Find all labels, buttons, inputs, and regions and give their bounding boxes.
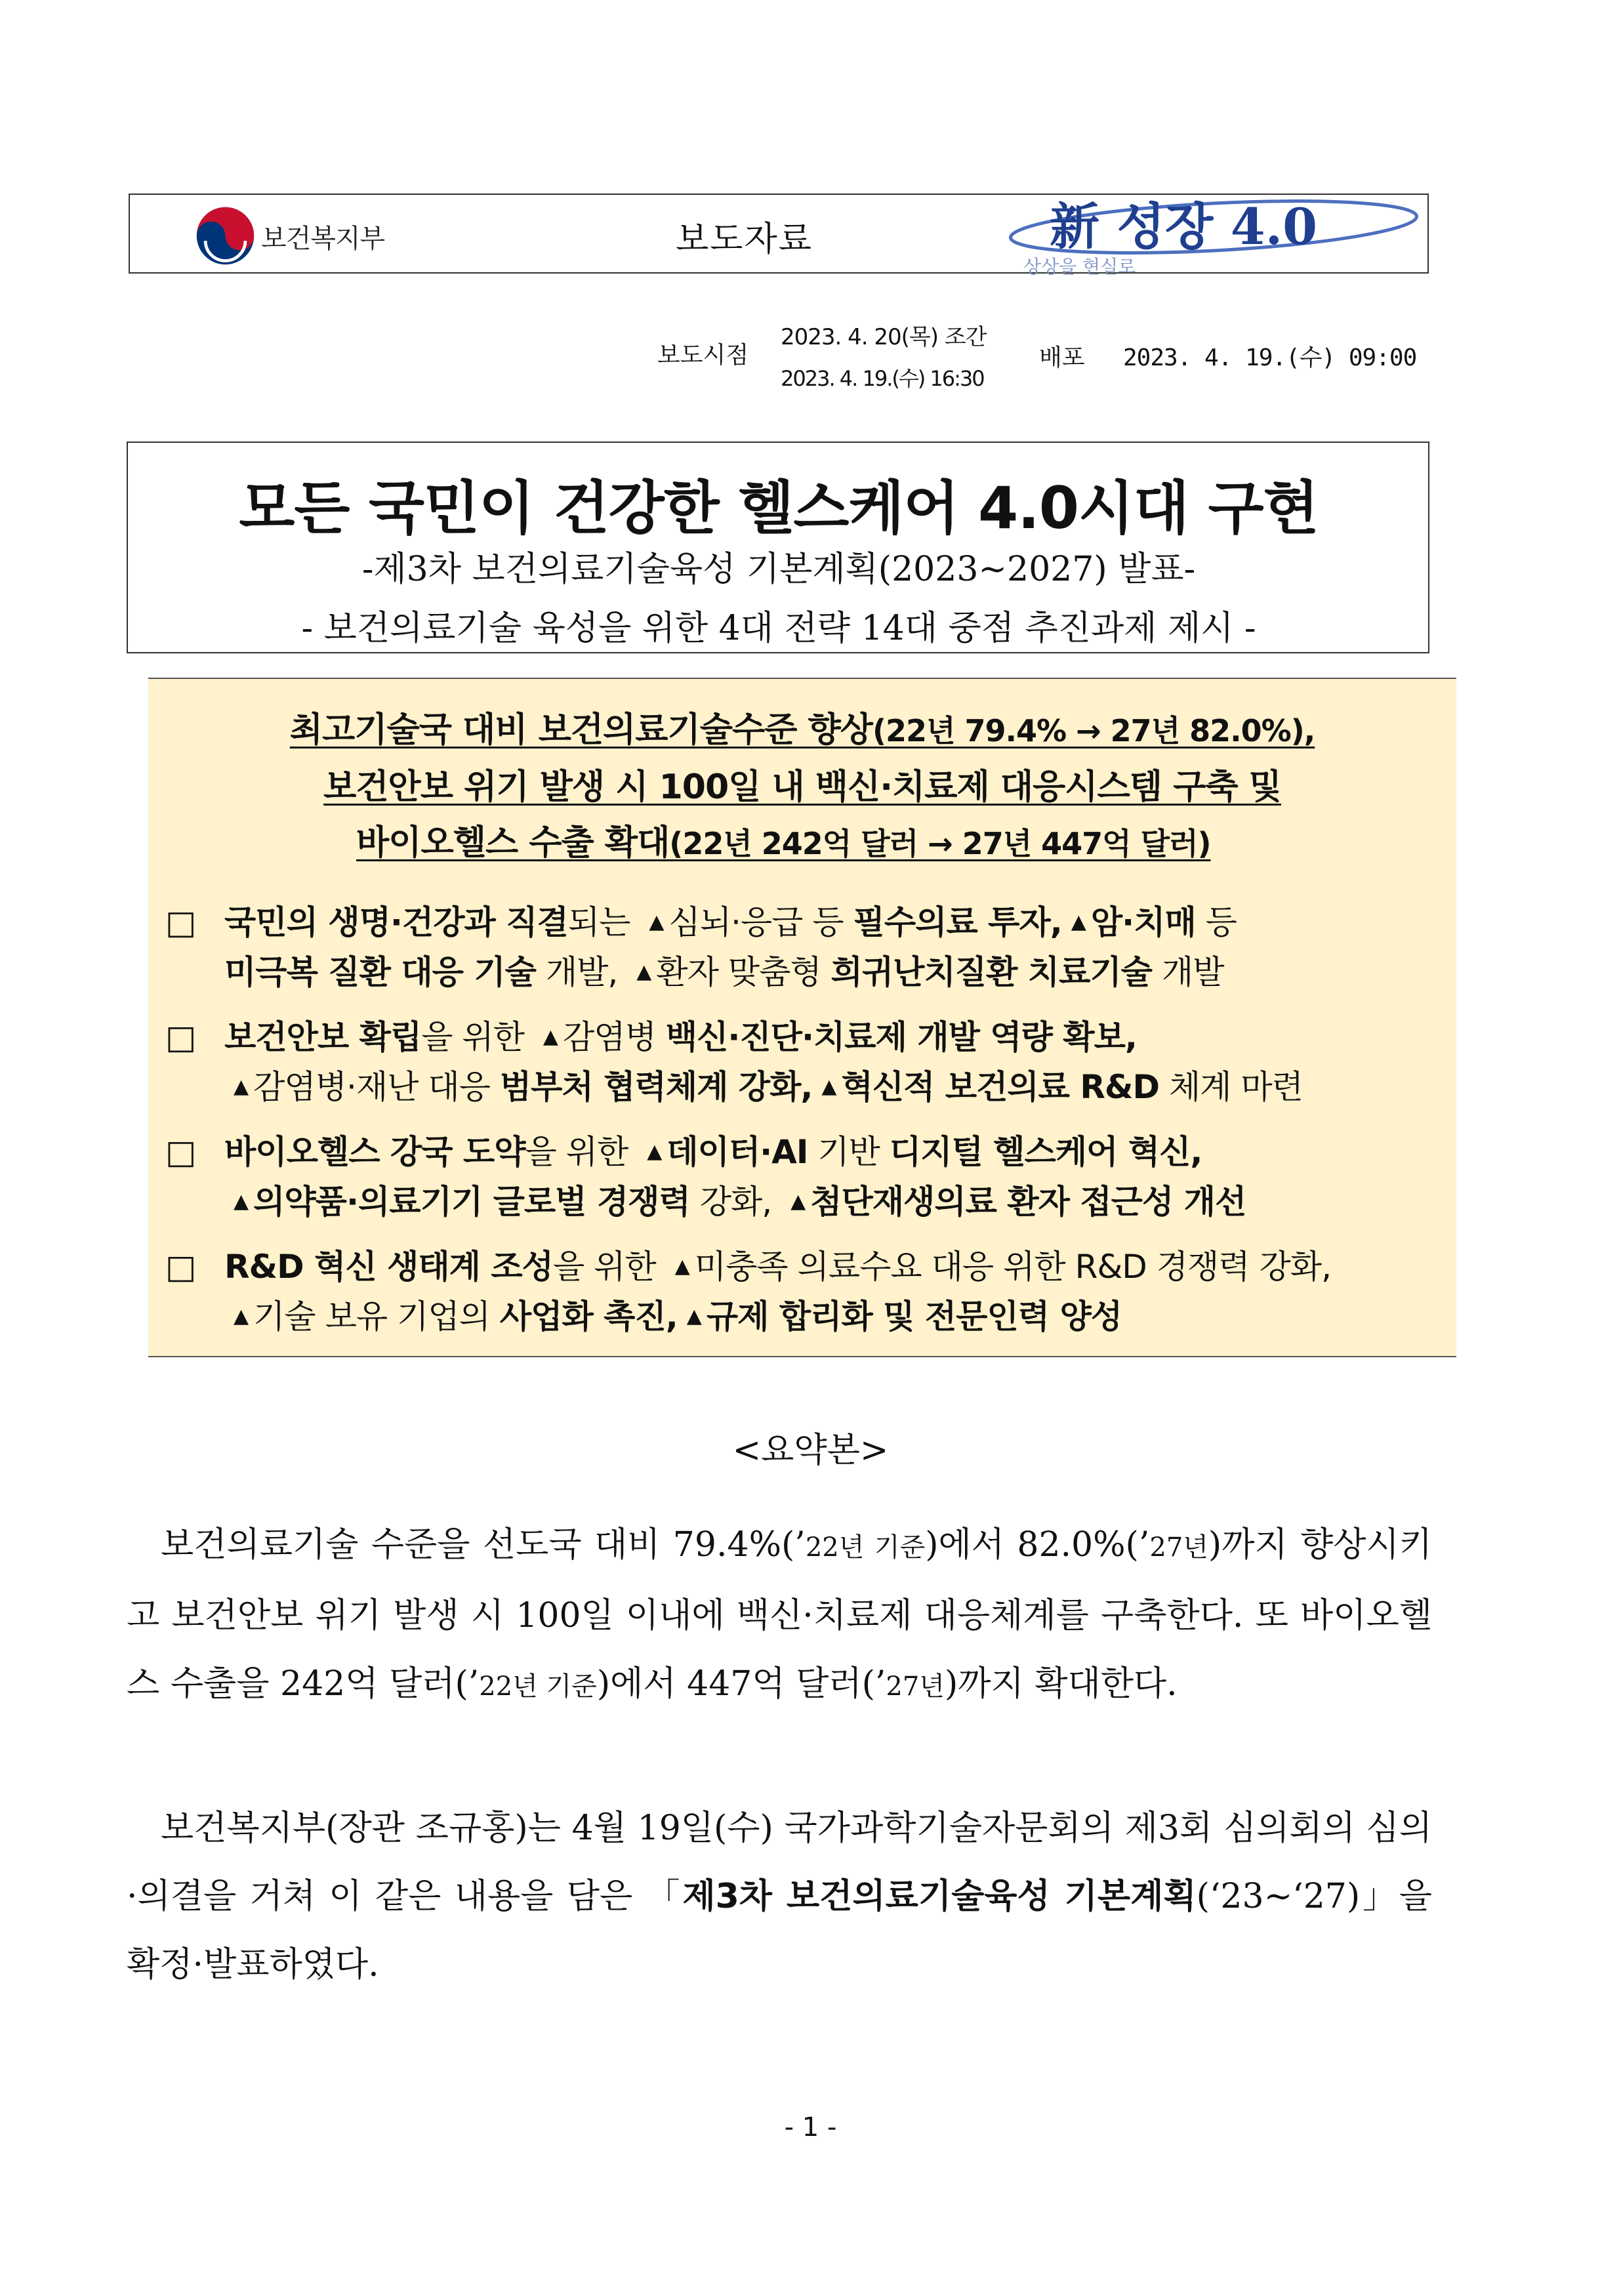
bullet-3-text: 의약품·의료기기 글로벌 경쟁력 xyxy=(253,1183,690,1221)
release-time-morning: 2023. 4. 20(목) 조간 xyxy=(781,324,987,350)
paragraph-text: 보건복지부(장관 조규홍)는 4월 19일(수) 국가과학기술자문회의 제3회 심의회의 심의·의결을 거쳐 이 같은 내용을 담은 「 xyxy=(127,1809,1432,1916)
triangle-icon: ▲ xyxy=(821,1075,836,1098)
bullet-1-text: 희귀난치질환 치료기술 xyxy=(831,953,1152,991)
ministry-name: 보건복지부 xyxy=(261,224,385,254)
bullet-4-text: 을 위한 xyxy=(552,1248,666,1286)
paragraph-text: 27년 xyxy=(886,1671,945,1702)
page-title: 모든 국민이 건강한 헬스케어 4.0시대 구현 xyxy=(239,474,1319,542)
bullet-2-text: 을 위한 xyxy=(421,1018,534,1056)
headline-tech-level: 최고기술국 대비 보건의료기술수준 향상 xyxy=(289,710,873,750)
triangle-icon: ▲ xyxy=(686,1305,701,1328)
bullet-1-text: 국민의 생명·건강과 직결 xyxy=(224,903,568,941)
distribution-time: 2023. 4. 19.(수) 09:00 xyxy=(1123,344,1417,371)
plan-name: 제3차 보건의료기술육성 기본계획 xyxy=(682,1877,1197,1916)
bullet-4-text: 사업화 촉진, xyxy=(499,1298,678,1336)
bullet-3-text: 기반 xyxy=(808,1133,890,1171)
bullet-1-text: 되는 xyxy=(567,903,640,941)
summary-headline-1 xyxy=(148,710,1456,750)
bullet-1-text: 개발, xyxy=(535,953,628,991)
bullet-4-text: R&D 혁신 생태계 조성 xyxy=(224,1248,553,1286)
release-label: 보도시점 xyxy=(657,342,749,369)
bullet-2-text: 감염병·재난 대응 xyxy=(253,1068,500,1106)
triangle-icon: ▲ xyxy=(234,1305,249,1328)
bullet-1-text: 심뇌·응급 등 xyxy=(668,903,853,941)
bullet-2-text: 감염병 xyxy=(562,1018,666,1056)
triangle-icon: ▲ xyxy=(647,1140,662,1163)
checkbox-symbol: □ xyxy=(165,1018,196,1056)
bullet-3-text: 바이오헬스 강국 도약 xyxy=(224,1133,525,1171)
body-paragraph-1 xyxy=(127,1511,1432,1721)
strategy-bullet-2 xyxy=(165,1012,1451,1112)
bullet-3-text: 디지털 헬스케어 혁신, xyxy=(889,1133,1202,1171)
bullet-3-text: 첨단재생의료 환자 접근성 개선 xyxy=(810,1183,1246,1221)
headline-tech-figures: (22년 79.4% → 27년 82.0%), xyxy=(872,713,1315,748)
paragraph-text: 27년 xyxy=(1149,1532,1208,1563)
headline-vaccine-system: 보건안보 위기 발생 시 100일 내 백신·치료제 대응시스템 구축 및 xyxy=(323,768,1281,807)
summary-headline-3 xyxy=(190,823,1498,863)
triangle-icon: ▲ xyxy=(1071,911,1086,933)
paragraph-text: )에서 82.0%(’ xyxy=(925,1525,1150,1565)
headline-export: 바이오헬스 수출 확대 xyxy=(356,823,670,863)
triangle-icon: ▲ xyxy=(234,1075,249,1098)
headline-export-figures: (22년 242억 달러 → 27년 447억 달러) xyxy=(669,826,1211,861)
paragraph-text: 22년 기준 xyxy=(479,1671,597,1702)
paragraph-text: 보건의료기술 수준을 선도국 대비 79.4%(’ xyxy=(161,1525,806,1565)
bullet-1-text: 환자 맞춤형 xyxy=(656,953,831,991)
subtitle: -제3차 보건의료기술육성 기본계획(2023~2027) 발표- xyxy=(361,550,1196,589)
bullet-3-text: 강화, xyxy=(689,1183,782,1221)
bullet-3-text: 데이터·AI xyxy=(667,1133,808,1171)
summary-heading: <요약본> xyxy=(732,1431,889,1470)
strategy-bullet-4 xyxy=(165,1242,1451,1342)
strategy-bullet-1 xyxy=(165,897,1451,997)
bullet-1-text: 필수의료 투자, xyxy=(853,903,1062,941)
slogan-sub-text: 상상을 현실로 xyxy=(1023,256,1136,277)
slogan-logo xyxy=(997,189,1437,277)
bullet-1-text: 등 xyxy=(1195,903,1237,941)
bullet-2-text: 범부처 협력체계 강화, xyxy=(499,1068,813,1106)
page-number: - 1 - xyxy=(784,2112,837,2142)
bullet-1-text: 미극복 질환 대응 기술 xyxy=(224,953,536,991)
document-type: 보도자료 xyxy=(676,220,813,259)
bullet-2-text: 혁신적 보건의료 R&D xyxy=(841,1068,1159,1106)
distribution-label: 배포 xyxy=(1039,344,1085,371)
triangle-icon: ▲ xyxy=(649,911,664,933)
triangle-icon: ▲ xyxy=(543,1025,558,1048)
bullet-4-text: 규제 합리화 및 전문인력 양성 xyxy=(706,1298,1122,1336)
slogan-main-text: 新 성장 4.0 xyxy=(1050,197,1317,256)
checkbox-symbol: □ xyxy=(165,1248,196,1286)
strategy-bullet-3 xyxy=(165,1127,1451,1227)
bullet-4-text: 미충족 의료수요 대응 위한 R&D 경쟁력 강화, xyxy=(694,1248,1331,1286)
checkbox-symbol: □ xyxy=(165,903,196,941)
triangle-icon: ▲ xyxy=(636,960,651,983)
release-time-online: 2023. 4. 19.(수) 16:30 xyxy=(781,366,984,391)
subtitle-strategy: - 보건의료기술 육성을 위한 4대 전략 14대 중점 추진과제 제시 - xyxy=(301,609,1256,648)
government-emblem-icon xyxy=(194,205,256,267)
triangle-icon: ▲ xyxy=(674,1255,689,1278)
checkbox-symbol: □ xyxy=(165,1133,196,1171)
triangle-icon: ▲ xyxy=(234,1190,249,1213)
paragraph-text: (‘23~‘27)」을 확정·발표하였다. xyxy=(127,1877,1432,1984)
bullet-4-text: 기술 보유 기업의 xyxy=(253,1298,500,1336)
summary-headline-2 xyxy=(148,768,1456,807)
bullet-1-text: 개발 xyxy=(1152,953,1224,991)
paragraph-text: )까지 향상시키고 보건안보 위기 발생 시 100일 이내에 백신·치료제 대응체계를 구축한다. 또 바이오헬스 수출을 242억 달러(’ xyxy=(127,1525,1432,1704)
bullet-2-text: 체계 마련 xyxy=(1159,1068,1303,1106)
bullet-2-text: 보건안보 확립 xyxy=(224,1018,422,1056)
triangle-icon: ▲ xyxy=(790,1190,806,1213)
body-paragraph-2 xyxy=(127,1794,1432,1999)
paragraph-text: 22년 기준 xyxy=(805,1532,926,1563)
bullet-2-text: 백신·진단·치료제 개발 역량 확보, xyxy=(665,1018,1137,1056)
paragraph-text: )까지 확대한다. xyxy=(944,1664,1178,1704)
bullet-1-text: 암·치매 xyxy=(1090,903,1196,941)
paragraph-text: )에서 447억 달러(’ xyxy=(596,1664,886,1704)
bullet-3-text: 을 위한 xyxy=(525,1133,638,1171)
